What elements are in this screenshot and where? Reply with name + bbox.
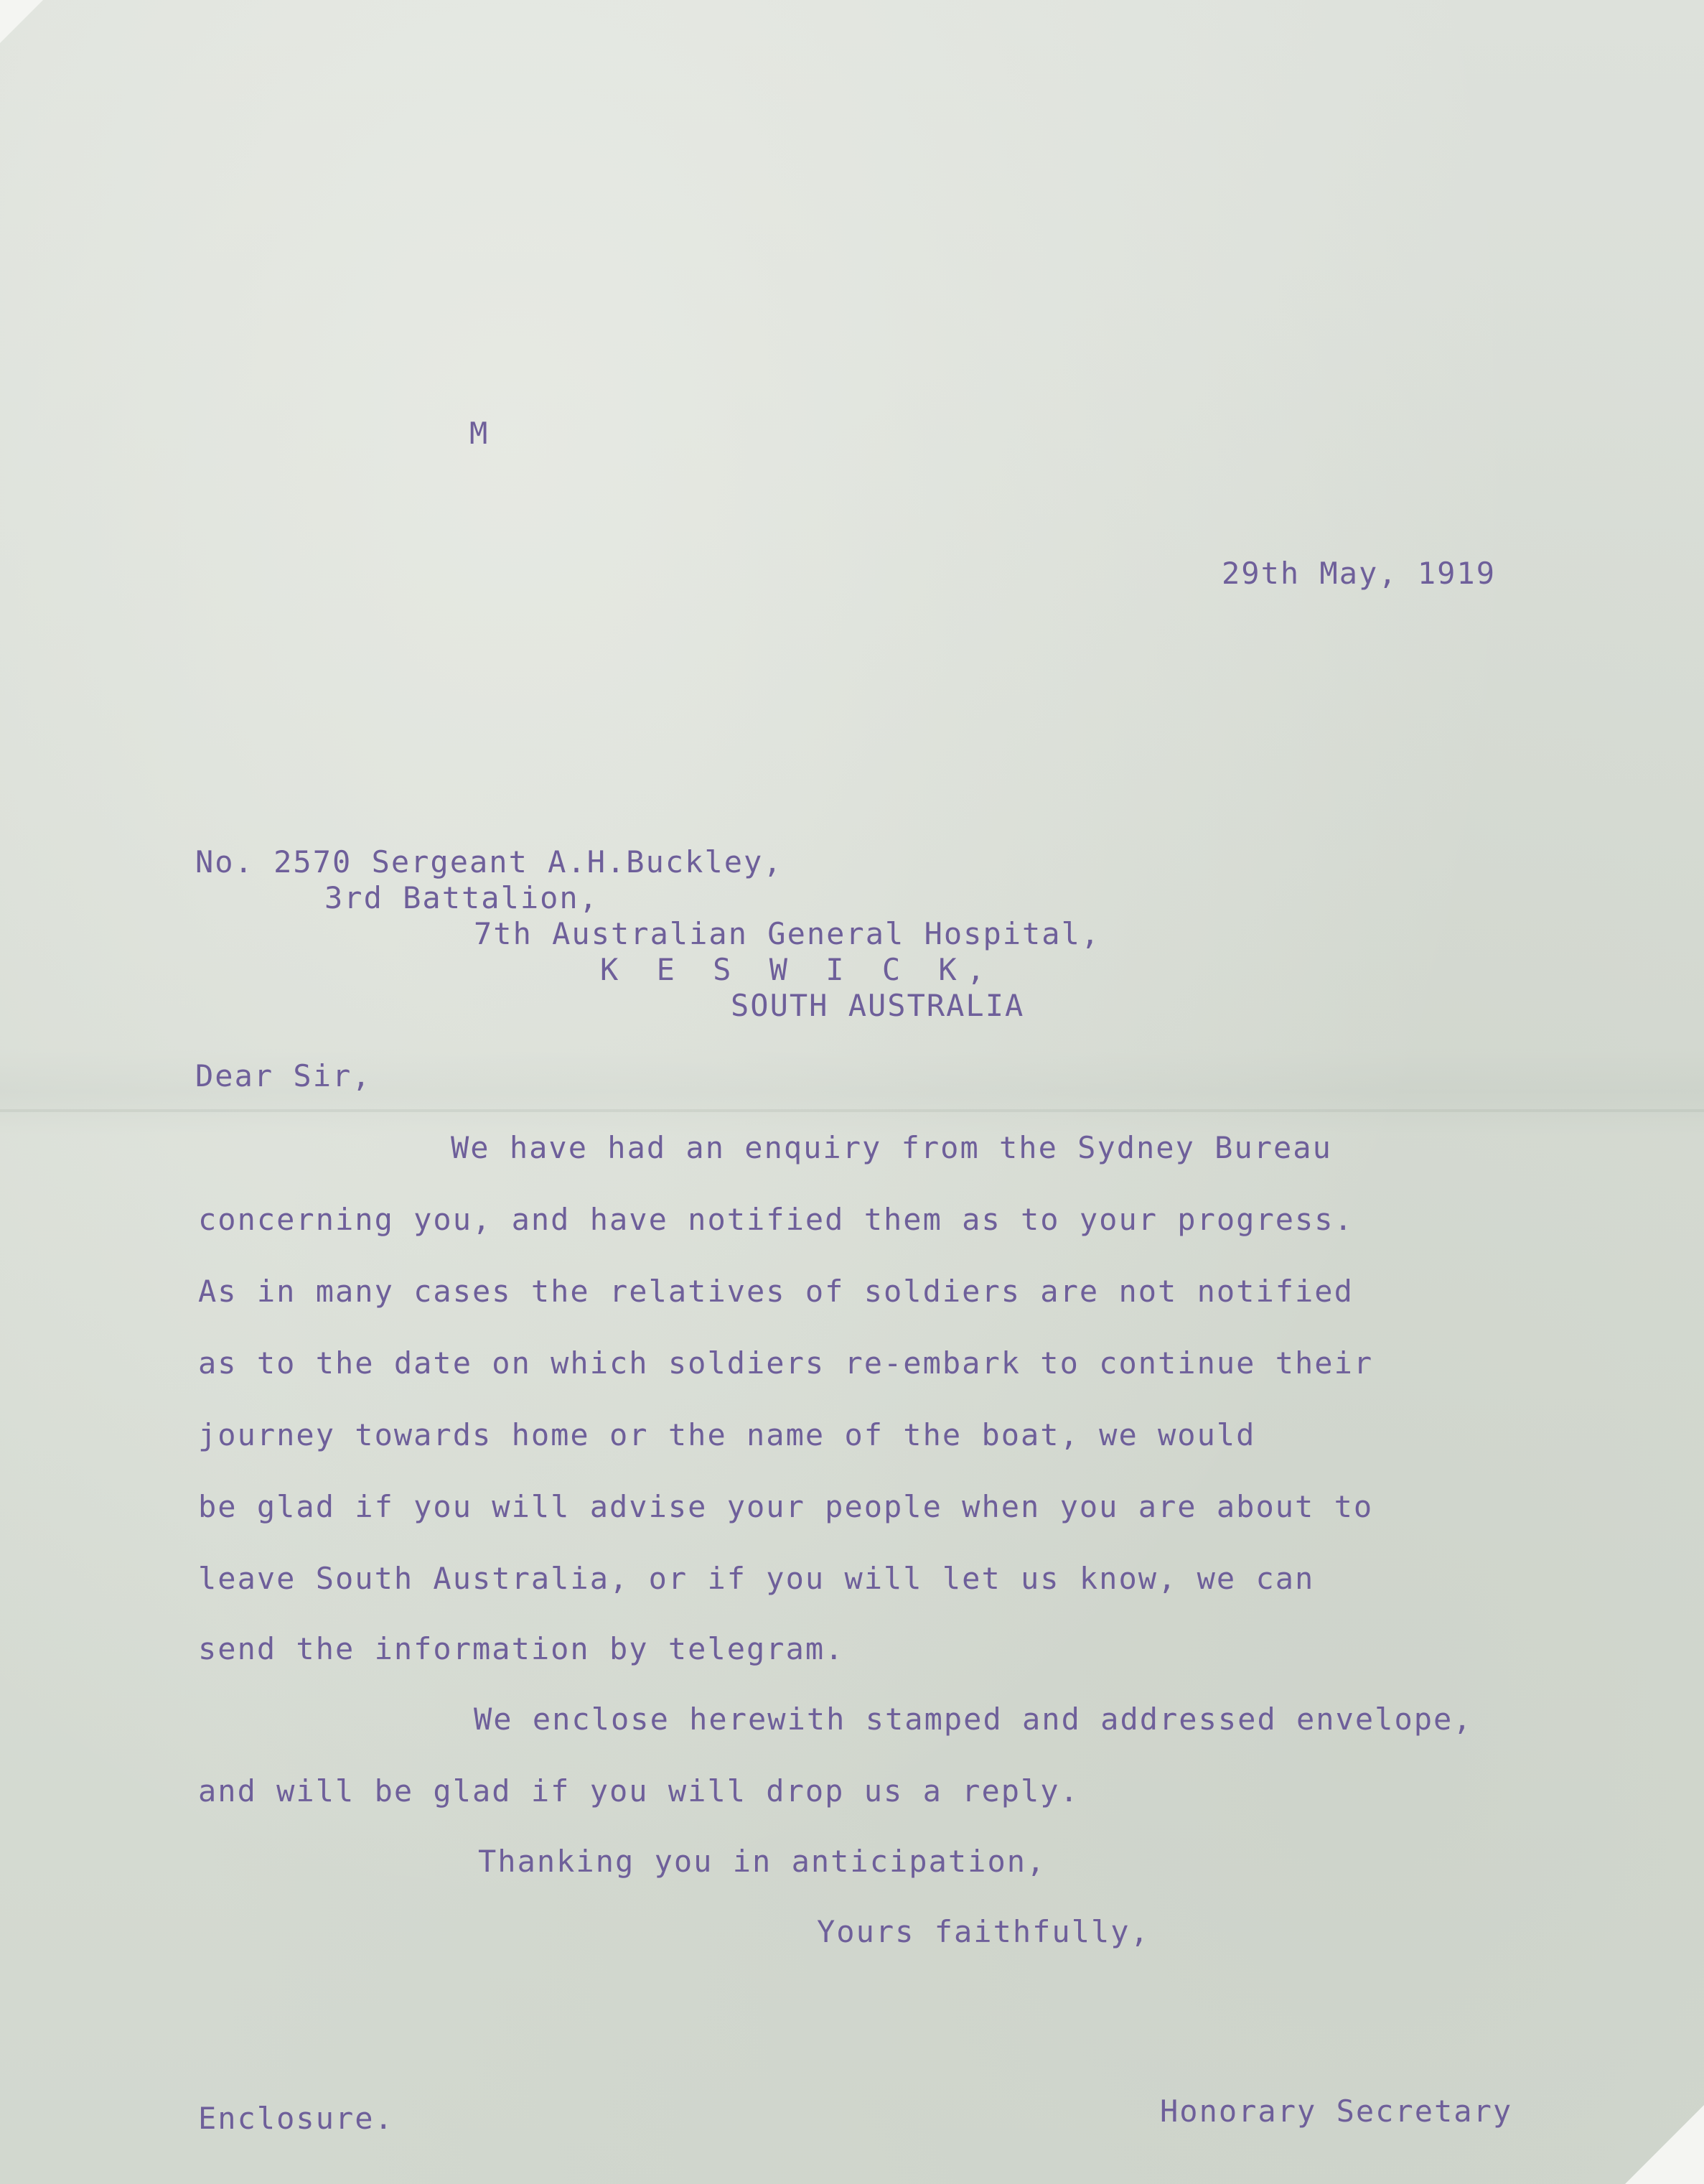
address-line-3: 7th Australian General Hospital,: [474, 916, 1101, 951]
folded-corner-top-left: [0, 0, 43, 43]
folded-corner-bottom-right: [1625, 2105, 1704, 2184]
file-initial: M: [469, 416, 490, 451]
body-line-7: leave South Australia, or if you will let us know, we can: [198, 1561, 1315, 1596]
address-line-4: K E S W I C K,: [600, 952, 996, 987]
salutation: Dear Sir,: [195, 1058, 372, 1093]
enclosure-note: Enclosure.: [198, 2101, 394, 2136]
body-line-10: and will be glad if you will drop us a reply.: [198, 1773, 1080, 1809]
letter-date: 29th May, 1919: [1222, 556, 1497, 591]
closing: Yours faithfully,: [817, 1914, 1150, 1949]
body-line-6: be glad if you will advise your people when you are about to: [198, 1489, 1374, 1524]
address-line-2: 3rd Battalion,: [324, 880, 599, 915]
body-line-11: Thanking you in anticipation,: [478, 1844, 1047, 1879]
address-line-5: SOUTH AUSTRALIA: [731, 988, 1025, 1023]
paper-fold-line: [0, 1109, 1704, 1112]
body-line-4: as to the date on which soldiers re-embark to continue their: [198, 1345, 1374, 1381]
body-line-9: We enclose herewith stamped and addressed envelope,: [474, 1702, 1473, 1737]
body-line-5: journey towards home or the name of the boat, we would: [198, 1417, 1256, 1452]
body-line-1: We have had an enquiry from the Sydney Bureau: [451, 1130, 1332, 1165]
body-line-3: As in many cases the relatives of soldiers are not notified: [198, 1274, 1354, 1309]
body-line-2: concerning you, and have notified them as to your progress.: [198, 1202, 1354, 1237]
body-line-8: send the information by telegram.: [198, 1631, 845, 1666]
signatory-title: Honorary Secretary: [1160, 2094, 1513, 2129]
address-line-1: No. 2570 Sergeant A.H.Buckley,: [195, 844, 783, 879]
